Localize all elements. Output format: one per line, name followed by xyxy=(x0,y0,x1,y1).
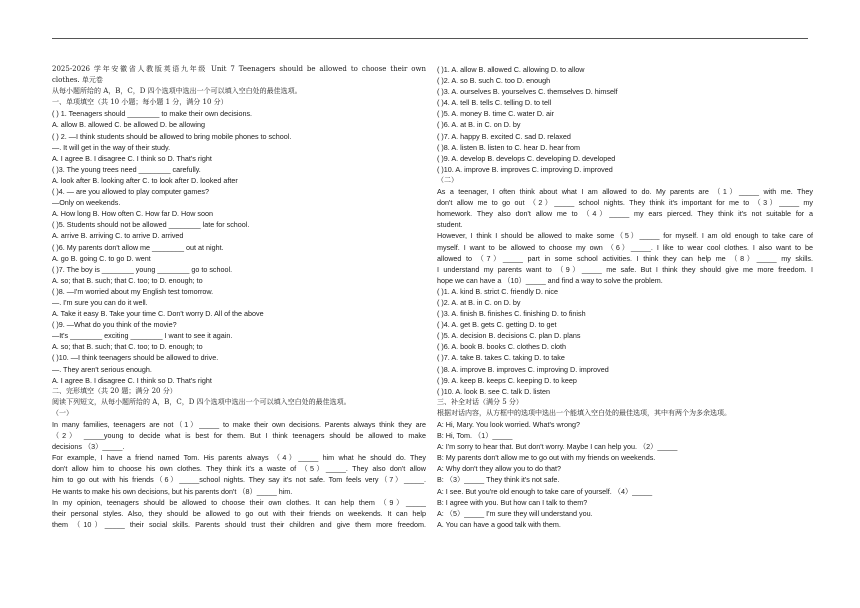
left-column-line-17: ( )6. My parents don't allow me ________ out at night. xyxy=(52,242,224,252)
left-column-line-24: ( )9. —What do you think of the movie? xyxy=(52,320,177,330)
right-column-line-32: 根据对话内容，从方框中的选项中选出一个能填入空白处的最佳选项，其中有两个为多余选项。 xyxy=(437,408,731,417)
right-column-line-37: A: Why don't they allow you to do that? xyxy=(437,464,562,474)
left-column-line-9: A. I agree B. I disagree C. I think so D. That's right xyxy=(52,153,212,163)
left-column-line-18: A. go B. going C. to go D. went xyxy=(52,253,151,263)
left-column-line-42: them （10）_____ their social skills. Parents should trust their children and give them more freedom. xyxy=(52,519,426,529)
left-column-line-19: ( )7. The boy is ________ young ________ go to school. xyxy=(52,264,233,274)
right-column-line-6: ( )6. A. at B. in C. on D. by xyxy=(437,120,521,130)
left-column-line-21: ( )8. —I'm worried about my English test tomorrow. xyxy=(52,286,214,296)
right-column-line-4: ( )4. A. tell B. tells C. telling D. to tell xyxy=(437,98,552,108)
right-column-line-25: ( )5. A. decision B. decisions C. plan D. plans xyxy=(437,331,581,341)
left-column-line-14: A. How long B. How often C. How far D. How soon xyxy=(52,209,213,219)
left-column-line-1: 2025-2026 学年安徽省人教版英语九年级 Unit 7 Teenagers should be allowed to choose their own xyxy=(52,65,426,73)
left-column-line-30: 二、完形填空（共 20 题；满分 20 分） xyxy=(52,386,177,395)
left-column-line-22: —. I'm sure you can do it well. xyxy=(52,297,148,307)
left-column-line-3: 从每小题所给的 A，B，C，D 四个选项中选出一个可以填入空白处的最佳选项。 xyxy=(52,87,302,96)
right-column-line-22: ( )2. A. at B. in C. on D. by xyxy=(437,297,521,307)
right-column-line-13: don't allow me to go out （2）_____ school nights. They think it's important for me to （3）_____ my xyxy=(437,198,813,208)
left-column-line-35: decisions （3）_____. xyxy=(52,442,125,452)
right-column-line-38: B: （3）_____ They think it's not safe. xyxy=(437,475,560,485)
left-column-line-27: ( )10. —I think teenagers should be allowed to drive. xyxy=(52,353,219,363)
right-column-line-18: allowed to （7）_____ part in some school activities. I think they can help me （8）_____ my skills. xyxy=(437,253,813,263)
left-column-line-36: For example, I have a friend named Tom. His parents always （4）_____ him what he should do. They xyxy=(52,453,426,463)
left-column-line-10: ( )3. The young trees need ________ carefully. xyxy=(52,164,201,174)
right-column-line-9: ( )9. A. develop B. develops C. developing D. developed xyxy=(437,153,616,163)
right-column-line-17: myself. I want to be allowed to choose my own （6）_____. I like to wear cool clothes. I also want to be xyxy=(437,242,813,252)
left-column-line-29: A. I agree B. I disagree C. I think so D. That's right xyxy=(52,375,212,385)
right-column-line-11: （二） xyxy=(437,175,458,184)
left-column-line-34: （2） _____young to decide what is best for them. But I think teenagers should be allowed to make xyxy=(52,431,426,441)
right-column-line-41: A: （5）_____ I'm sure they will understand you. xyxy=(437,508,593,518)
left-column xyxy=(52,64,426,530)
right-column-line-34: B: Hi, Tom. （1）_____ xyxy=(437,431,513,441)
left-column-line-37: don't allow him to choose his own clothes. They think it's a waste of （5）_____. They also don't allow xyxy=(52,464,426,474)
left-column-line-26: A. so; that B. such; that C. too; to D. enough; to xyxy=(52,342,203,352)
left-column-line-41: their personal styles. Also, they should be allowed to go out with their friends on weekends. It can help xyxy=(52,508,426,518)
right-column-line-10: ( )10. A. improve B. improves C. improving D. improved xyxy=(437,164,613,174)
left-column-line-12: ( )4. — are you allowed to play computer games? xyxy=(52,187,210,197)
left-column-line-6: A. allow B. allowed C. be allowed D. be allowing xyxy=(52,120,206,130)
left-column-line-33: In many families, teenagers are not（1）_____ to make their own decisions. Parents always think they are xyxy=(52,420,426,429)
right-column-line-35: A: I'm sorry to hear that. But don't worry. Maybe I can help you. （2）_____ xyxy=(437,442,678,452)
left-column-line-32: （一） xyxy=(52,408,73,417)
left-column-line-28: —. They aren't serious enough. xyxy=(52,364,152,374)
right-column-line-5: ( )5. A. money B. time C. water D. air xyxy=(437,109,555,119)
right-column-line-31: 三、补全对话（满分 5 分） xyxy=(437,397,523,406)
right-column-line-27: ( )7. A. take B. takes C. taking D. to take xyxy=(437,353,565,363)
right-column-line-24: ( )4. A. get B. gets C. getting D. to get xyxy=(437,320,557,330)
left-column-line-40: In my opinion, teenagers should be allowed to choose their own clothes. It can help them （9）_____ xyxy=(52,497,426,507)
right-column-line-8: ( )8. A. listen B. listen to C. hear D. hear from xyxy=(437,142,581,152)
left-column-line-25: —It's ________ exciting ________ I want to see it again. xyxy=(52,331,233,341)
right-column-line-19: I understand my parents want to （9）_____ me safe. But I think they should give me more freedom. I xyxy=(437,264,813,274)
left-column-line-23: A. Take it easy B. Take your time C. Don't worry D. All of the above xyxy=(52,309,264,319)
right-column-line-42: A. You can have a good talk with them. xyxy=(437,519,561,529)
right-column-line-3: ( )3. A. ourselves B. yourselves C. themselves D. himself xyxy=(437,87,618,97)
left-column-line-7: ( ) 2. —I think students should be allowed to bring mobile phones to school. xyxy=(52,131,292,141)
left-column-line-20: A. so; that B. such; that C. too; to D. enough; to xyxy=(52,275,203,285)
right-column-line-20: hope we can have a （10）_____ and find a way to solve the problem. xyxy=(437,275,663,285)
right-column-line-1: ( )1. A. allow B. allowed C. allowing D. to allow xyxy=(437,65,585,74)
right-column-line-26: ( )6. A. book B. books C. clothes D. cloth xyxy=(437,342,567,352)
right-column-line-28: ( )8. A. improve B. improves C. improving D. improved xyxy=(437,364,609,374)
left-column-line-11: A. look after B. looking after C. to look after D. looked after xyxy=(52,175,238,185)
left-column-line-4: 一、单项填空（共 10 小题；每小题 1 分，满分 10 分） xyxy=(52,98,228,107)
left-column-line-39: He wants to make his own decisions, but his parents don't （8）_____ him. xyxy=(52,486,293,496)
left-column-line-13: —Only on weekends. xyxy=(52,198,121,208)
header-rule xyxy=(52,38,808,39)
right-column xyxy=(437,64,813,530)
left-column-line-31: 阅读下列短文，从每小题所给的 A，B，C，D 四个选项中选出一个可以填入空白处的最佳选项。 xyxy=(52,397,351,406)
right-column-line-40: B: I agree with you. But how can I talk to them? xyxy=(437,497,588,507)
left-column-line-16: A. arrive B. arriving C. to arrive D. arrived xyxy=(52,231,184,241)
right-column-line-23: ( )3. A. finish B. finishes C. finishing D. to finish xyxy=(437,309,586,319)
right-column-line-21: ( )1. A. kind B. strict C. friendly D. nice xyxy=(437,286,559,296)
right-column-line-29: ( )9. A. keep B. keeps C. keeping D. to keep xyxy=(437,375,577,385)
right-column-line-39: A: I see. But you're old enough to take care of yourself. （4）_____ xyxy=(437,486,653,496)
right-column-line-16: However, I think I should be allowed to make some（5）_____ for myself. I am old enough to take care of xyxy=(437,231,813,241)
right-column-line-36: B: My parents don't allow me to go out with my friends on weekends. xyxy=(437,453,656,463)
left-column-line-2: clothes. 单元卷 xyxy=(52,76,103,85)
left-column-line-15: ( )5. Students should not be allowed ________ late for school. xyxy=(52,220,250,230)
left-column-line-38: him to go out with his friends（6）_____school nights. They say it's not safe. Tom feels very（7）_____. xyxy=(52,475,426,485)
right-column-line-30: ( )10. A. look B. see C. talk D. listen xyxy=(437,386,551,396)
right-column-line-15: student. xyxy=(437,220,463,230)
right-column-line-2: ( )2. A. so B. such C. too D. enough xyxy=(437,76,551,86)
right-column-line-33: A: Hi, Mary. You look worried. What's wrong? xyxy=(437,420,581,429)
right-column-line-12: As a teenager, I often think about what I am allowed to do. My parents are （1）_____ with me. They xyxy=(437,187,813,197)
right-column-line-14: homework. They also don't allow me to （4）_____ my ears pierced. They think it's not suitable for a xyxy=(437,209,813,219)
left-column-line-5: ( ) 1. Teenagers should ________ to make their own decisions. xyxy=(52,109,253,119)
right-column-line-7: ( )7. A. happy B. excited C. sad D. relaxed xyxy=(437,131,571,141)
left-column-line-8: —. It will get in the way of their study. xyxy=(52,142,171,152)
